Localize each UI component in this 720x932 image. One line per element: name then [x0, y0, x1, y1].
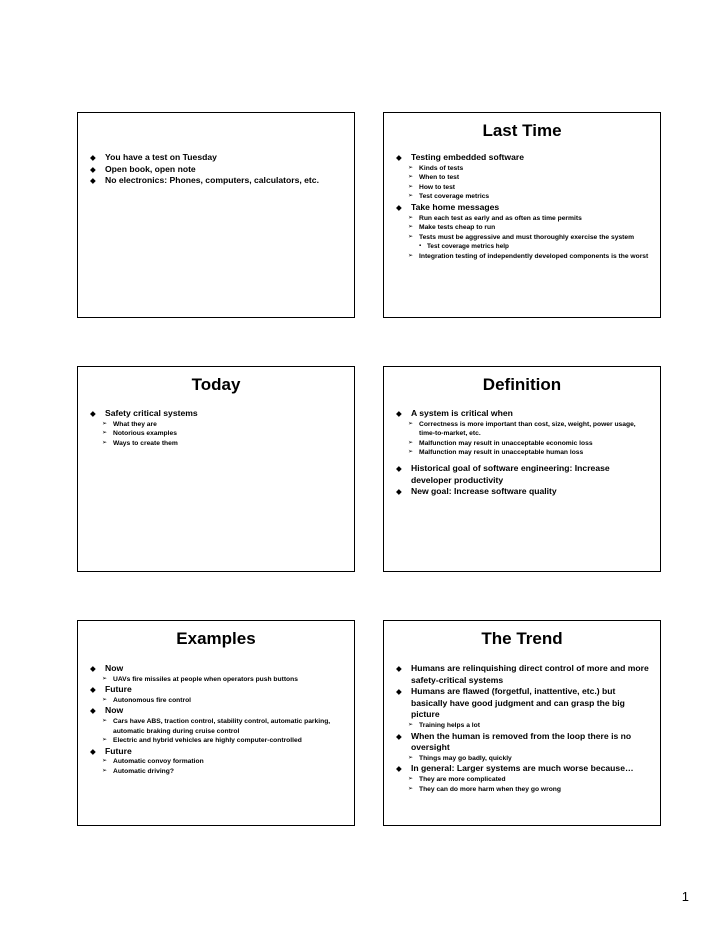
slide-2: [383, 112, 661, 318]
sub-bullet-item: ➢ Autonomous fire control: [90, 696, 344, 706]
bullet-item: ◆ In general: Larger systems are much worse because…: [396, 763, 650, 775]
sub-bullet-item: ➢ Training helps a lot: [396, 721, 650, 731]
bullet-item: ◆ Future: [90, 746, 344, 758]
slide-content: [396, 663, 650, 794]
sub-bullet-item: ➢ Ways to create them: [90, 439, 344, 449]
slide-title: Definition: [482, 375, 562, 394]
bullet-item: ◆ Historical goal of software engineering: Increase developer productivity: [396, 463, 650, 486]
slide-6: [383, 620, 661, 826]
bullet-item: ◆ When the human is removed from the loop there is no oversight: [396, 731, 650, 754]
slide-title: The Trend: [481, 629, 563, 648]
bullet-item: ◆ Testing embedded software: [396, 152, 650, 164]
slide-title: Last Time: [482, 121, 562, 140]
sub-bullet-item: ➢ Correctness is more important than cost, size, weight, power usage, time-to-market, etc.: [396, 420, 650, 439]
bullet-item: ◆ Future: [90, 684, 344, 696]
sub-bullet-item: ➢ They can do more harm when they go wrong: [396, 785, 650, 795]
bullet-item: ◆ You have a test on Tuesday: [90, 152, 344, 164]
sub-bullet-item: ➢ They are more complicated: [396, 775, 650, 785]
slide-3: [77, 366, 355, 572]
sub-bullet-item: ➢ Automatic driving?: [90, 767, 344, 777]
slide-content: [90, 408, 344, 448]
sub-bullet-item: ➢ UAVs fire missiles at people when operators push buttons: [90, 675, 344, 685]
sub-bullet-item: ➢ Cars have ABS, traction control, stability control, automatic parking, automatic braking during cruise control: [90, 717, 344, 736]
sub-bullet-item: ➢ Tests must be aggressive and must thoroughly exercise the system: [396, 233, 650, 243]
sub-bullet-item: ➢ Run each test as early and as often as time permits: [396, 214, 650, 224]
sub-bullet-item: ➢ Malfunction may result in unacceptable economic loss: [396, 439, 650, 449]
slide-content: [396, 408, 650, 498]
slide-title: Today: [191, 375, 241, 394]
sub-sub-bullet-item: ▪ Test coverage metrics help: [396, 242, 650, 251]
sub-bullet-item: ➢ What they are: [90, 420, 344, 430]
sub-bullet-item: ➢ Electric and hybrid vehicles are highly computer-controlled: [90, 736, 344, 746]
sub-bullet-item: ➢ Kinds of tests: [396, 164, 650, 174]
slide-5: [77, 620, 355, 826]
bullet-item: ◆ Safety critical systems: [90, 408, 344, 420]
sub-bullet-item: ➢ Make tests cheap to run: [396, 223, 650, 233]
bullet-item: ◆ A system is critical when: [396, 408, 650, 420]
page-number: 1: [681, 889, 689, 904]
bullet-item: ◆ No electronics: Phones, computers, calculators, etc.: [90, 175, 344, 187]
slide-4: [383, 366, 661, 572]
bullet-item: ◆ Humans are relinquishing direct control of more and more safety-critical systems: [396, 663, 650, 686]
slide-content: [396, 152, 650, 261]
slide-title: Examples: [176, 629, 256, 648]
sub-bullet-item: ➢ Malfunction may result in unacceptable human loss: [396, 448, 650, 458]
sub-bullet-item: ➢ Automatic convoy formation: [90, 757, 344, 767]
sub-bullet-item: ➢ How to test: [396, 183, 650, 193]
bullet-item: ◆ Now: [90, 663, 344, 675]
bullet-item: ◆ New goal: Increase software quality: [396, 486, 650, 498]
slide-content: [90, 663, 344, 777]
sub-bullet-item: ➢ Integration testing of independently developed components is the worst: [396, 252, 650, 262]
bullet-item: ◆ Now: [90, 705, 344, 717]
slide-1: [77, 112, 355, 318]
bullet-item: ◆ Open book, open note: [90, 164, 344, 176]
sub-bullet-item: ➢ When to test: [396, 173, 650, 183]
bullet-item: ◆ Humans are flawed (forgetful, inattentive, etc.) but basically have good judgment and can grasp the big picture: [396, 686, 650, 721]
sub-bullet-item: ➢ Notorious examples: [90, 429, 344, 439]
bullet-item: ◆ Take home messages: [396, 202, 650, 214]
slide-content: [90, 152, 344, 187]
sub-bullet-item: ➢ Things may go badly, quickly: [396, 754, 650, 764]
sub-bullet-item: ➢ Test coverage metrics: [396, 192, 650, 202]
